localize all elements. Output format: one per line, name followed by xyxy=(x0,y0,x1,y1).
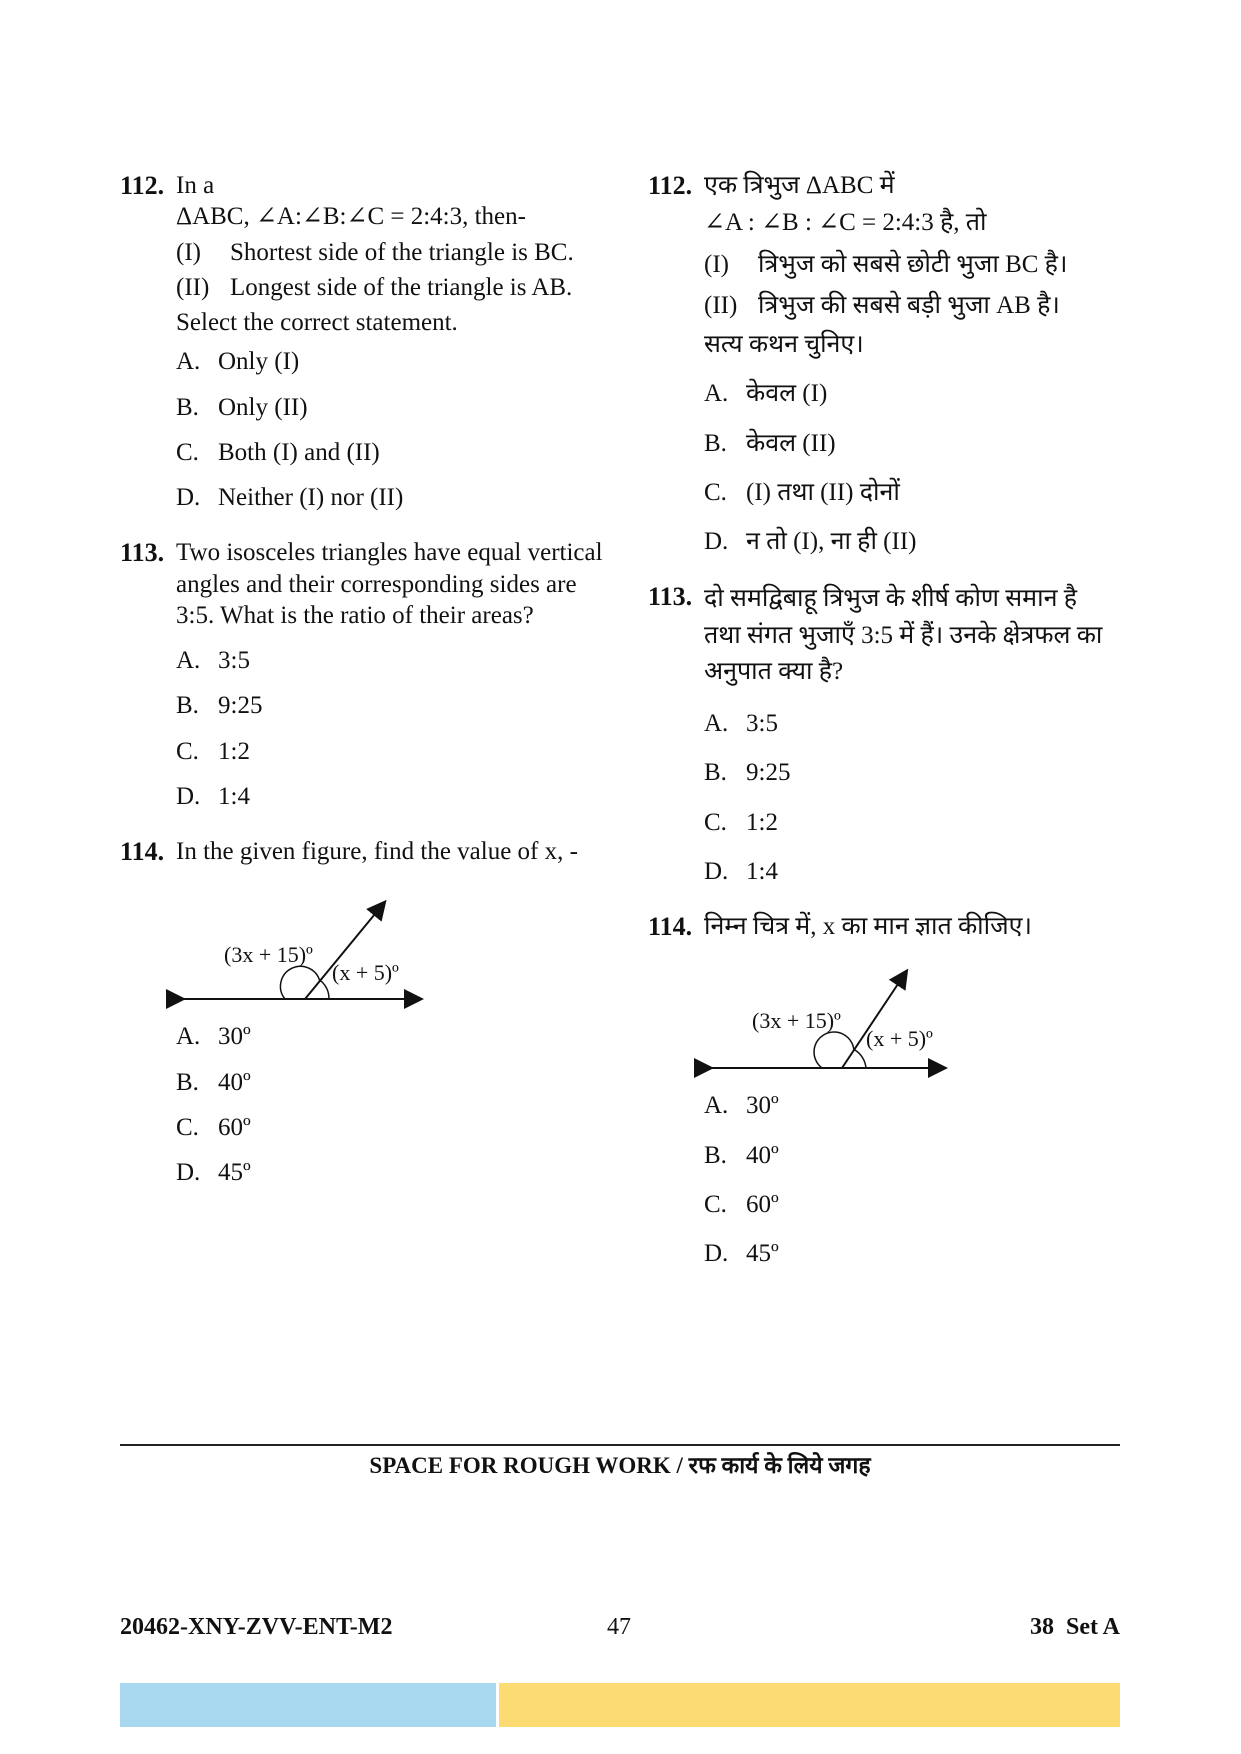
question-114-en xyxy=(120,836,610,1188)
rough-work-heading: SPACE FOR ROUGH WORK / रफ कार्य के लिये जगह xyxy=(369,1453,871,1478)
question-condition: ∠A : ∠B : ∠C = 2:4:3 है, तो xyxy=(704,209,987,237)
option-b: B. 40º xyxy=(704,1141,779,1169)
question-number: 114. xyxy=(648,912,693,941)
question-number: 113. xyxy=(648,582,693,612)
question-text: निम्न चित्र में, x का मान ज्ञात कीजिए। xyxy=(704,913,1032,940)
option-b: B. 40º xyxy=(176,1068,251,1096)
question-112-hi xyxy=(648,170,1118,557)
question-number: 112. xyxy=(648,171,693,200)
right-angle-arc xyxy=(855,1050,866,1068)
question-text: Two isosceles triangles have equal vertical angles and their corresponding sides are 3:5. What is the ratio of their areas? xyxy=(176,539,603,629)
question-114-hi xyxy=(648,911,1118,1269)
option-c: C. (I) तथा (II) दोनों xyxy=(704,478,900,506)
option-a: A. Only (I) xyxy=(176,348,300,376)
ray-line xyxy=(842,972,906,1068)
paper-code: 20462-XNY-ZVV-ENT-M2 xyxy=(120,1614,393,1640)
left-angle-arc xyxy=(814,1032,854,1068)
question-text: दो समद्विबाहू त्रिभुज के शीर्ष कोण समान है तथा संगत भुजाएँ 3:5 में हैं। उनके क्षेत्रफल का अनुपात क्या है? xyxy=(704,585,1103,685)
statement: (I) त्रिभुज को सबसे छोटी भुजा BC है। xyxy=(704,250,1068,278)
right-angle-label: (x + 5)º xyxy=(866,1026,933,1052)
option-a: A. 30º xyxy=(704,1092,779,1120)
rough-work-divider xyxy=(120,1444,1120,1446)
hindi-column xyxy=(648,170,1118,1269)
option-b: B. 9:25 xyxy=(704,759,791,787)
question-number: 113. xyxy=(120,538,165,568)
option-c: C. 1:2 xyxy=(176,737,250,765)
english-column xyxy=(120,170,610,1188)
option-b: B. Only (II) xyxy=(176,393,308,421)
question-number: 112. xyxy=(120,171,165,200)
statement: (I) Shortest side of the triangle is BC. xyxy=(176,238,574,266)
statement: (II) Longest side of the triangle is AB. xyxy=(176,273,573,301)
angle-figure xyxy=(648,956,968,1086)
question-instruction: Select the correct statement. xyxy=(176,309,458,336)
question-112-en xyxy=(120,170,610,513)
option-d: D. 45º xyxy=(704,1240,779,1267)
option-a: A. केवल (I) xyxy=(704,380,828,408)
option-d: D. Neither (I) nor (II) xyxy=(176,484,404,511)
question-number: 114. xyxy=(120,837,165,866)
question-113-hi xyxy=(648,581,1118,887)
question-text: In the given figure, find the value of x, - xyxy=(176,838,578,865)
left-angle-arc xyxy=(280,967,320,1000)
option-b: B. केवल (II) xyxy=(704,429,836,457)
left-angle-label: (3x + 15)º xyxy=(224,942,313,968)
option-c: C. Both (I) and (II) xyxy=(176,438,380,466)
page-number: 47 xyxy=(607,1614,631,1640)
left-angle-label: (3x + 15)º xyxy=(752,1008,841,1034)
right-angle-label: (x + 5)º xyxy=(332,960,399,986)
angle-figure xyxy=(120,877,440,1017)
option-c: C. 60º xyxy=(704,1190,779,1218)
option-a: A. 3:5 xyxy=(176,647,250,674)
question-condition: ΔABC, ∠A:∠B:∠C = 2:4:3, then- xyxy=(176,203,526,231)
statement: (II) त्रिभुज की सबसे बड़ी भुजा AB है। xyxy=(704,291,1060,319)
option-d: D. 45º xyxy=(176,1159,251,1186)
option-a: A. 3:5 xyxy=(704,710,778,737)
option-d: D. न तो (I), ना ही (II) xyxy=(704,528,917,555)
footer-yellow-bar xyxy=(499,1683,1120,1727)
right-angle-arc xyxy=(321,981,329,999)
option-b: B. 9:25 xyxy=(176,692,263,720)
option-a: A. 30º xyxy=(176,1023,251,1051)
question-intro: In a xyxy=(176,172,215,199)
question-instruction: सत्य कथन चुनिए। xyxy=(704,331,864,358)
option-d: D. 1:4 xyxy=(176,782,250,810)
set-label: 38 Set A xyxy=(1030,1614,1120,1640)
footer-blue-bar xyxy=(120,1683,496,1727)
option-d: D. 1:4 xyxy=(704,857,778,885)
question-113-en xyxy=(120,537,610,812)
option-c: C. 60º xyxy=(176,1113,251,1141)
question-intro: एक त्रिभुज ΔABC में xyxy=(704,172,895,199)
option-c: C. 1:2 xyxy=(704,808,778,836)
